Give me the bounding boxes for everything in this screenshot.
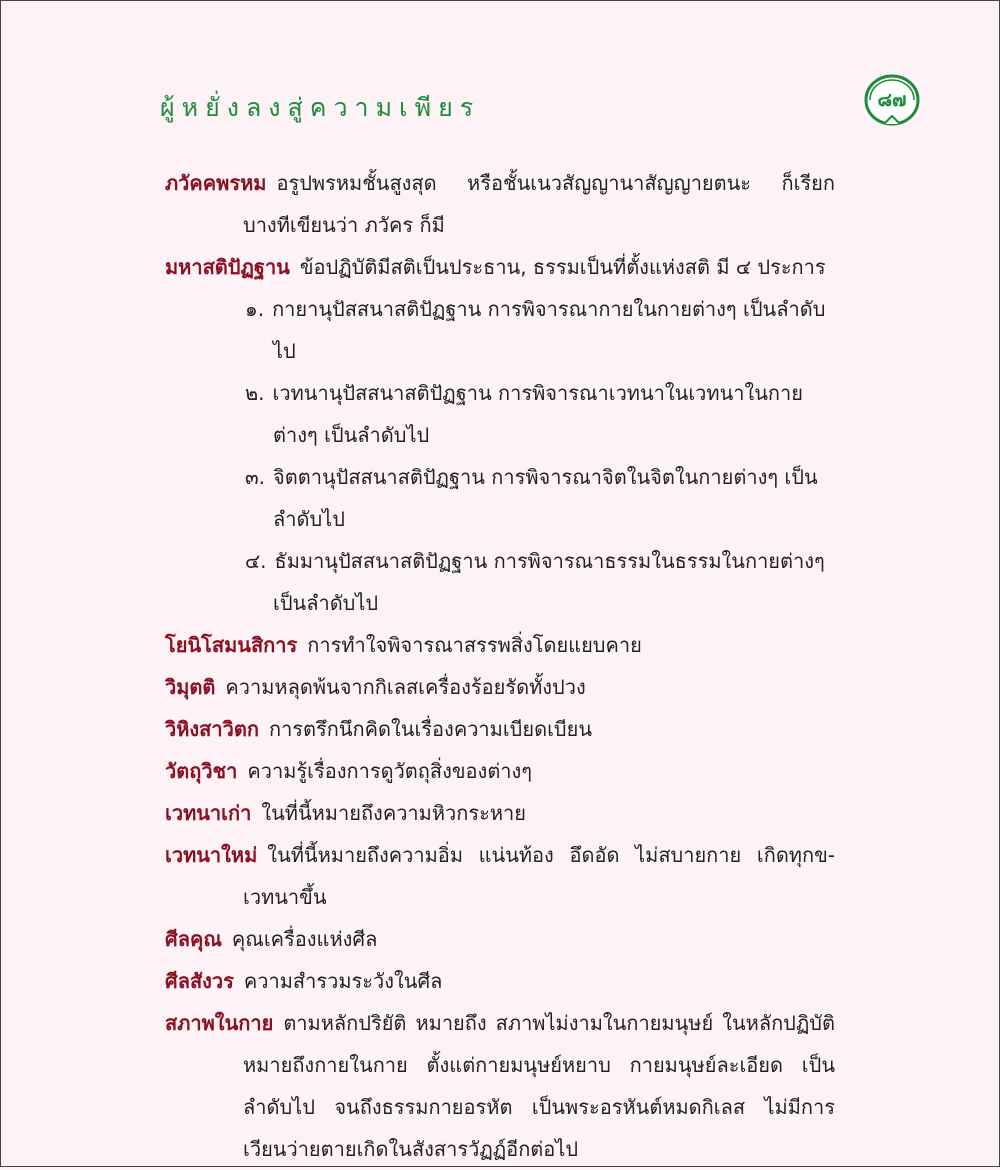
glossary-term: โยนิโสมนสิการ bbox=[165, 633, 298, 657]
list-item bbox=[193, 540, 835, 624]
glossary-term: สภาพในกาย bbox=[165, 1011, 274, 1035]
glossary-term: เวทนาเก่า bbox=[165, 801, 252, 825]
glossary-term: ภวัคคพรหม bbox=[165, 171, 267, 195]
glossary-entry bbox=[165, 666, 835, 708]
list-item bbox=[193, 456, 835, 540]
glossary-term: วิมุตติ bbox=[165, 675, 216, 699]
glossary-entry bbox=[165, 624, 835, 666]
glossary-entry bbox=[165, 246, 835, 288]
list-item-text: ธัมมานุปัสสนาสติปัฏฐาน การพิจารณาธรรมในธรรมในกายต่างๆ เป็นลำดับไป bbox=[273, 549, 825, 615]
glossary-term: ศีลคุณ bbox=[165, 927, 222, 951]
running-header: ผู้หยั่งลงสู่ความเพียร bbox=[160, 93, 481, 122]
glossary-definition: ตามหลักปริยัติ หมายถึง สภาพไม่งามในกายมนุษย์ ในหลักปฏิบัติหมายถึงกายในกาย ตั้งแต่กายมนุษย์หยาบ กายมนุษย์ละเอียด เป็นลำดับไป จนถึงธรรมกายอรหัต เป็นพระอรหันต์หมดกิเลส ไม่มีการเวียนว่ายตายเกิดในสังสารวัฏฏ์อีกต่อไป bbox=[243, 1011, 835, 1161]
glossary-definition: การทำใจพิจารณาสรรพสิ่งโดยแยบคาย bbox=[307, 633, 642, 657]
list-item-text: เวทนานุปัสสนาสติปัฏฐาน การพิจารณาเวทนาในเวทนาในกายต่างๆ เป็นลำดับไป bbox=[272, 381, 803, 447]
glossary-definition: การตรึกนึกคิดในเรื่องความเบียดเบียน bbox=[268, 717, 592, 741]
glossary-entry bbox=[165, 162, 835, 246]
glossary-definition: คุณเครื่องแห่งศีล bbox=[231, 927, 378, 951]
glossary-definition: อรูปพรหมชั้นสูงสุด หรือชั้นเนวสัญญานาสัญญายตนะ ก็เรียก บางทีเขียนว่า ภวัคร ก็มี bbox=[243, 171, 835, 237]
glossary-entry bbox=[165, 960, 835, 1002]
list-item-text: กายานุปัสสนาสติปัฏฐาน การพิจารณากายในกายต่างๆ เป็นลำดับไป bbox=[272, 297, 826, 363]
page-number-badge bbox=[862, 72, 922, 128]
page-number: ๘๗ bbox=[877, 89, 907, 111]
glossary-entry bbox=[165, 792, 835, 834]
glossary-definition: ในที่นี้หมายถึงความหิวกระหาย bbox=[261, 801, 526, 825]
list-item bbox=[193, 372, 835, 456]
glossary-term: วิหิงสาวิตก bbox=[165, 717, 259, 741]
glossary-entry bbox=[165, 834, 835, 918]
list-item-number: ๓. bbox=[245, 465, 266, 489]
satipatthana-list bbox=[165, 288, 835, 624]
list-item-number: ๔. bbox=[245, 549, 267, 573]
list-item-text: จิตตานุปัสสนาสติปัฏฐาน การพิจารณาจิตในจิตในกายต่างๆ เป็นลำดับไป bbox=[273, 465, 818, 531]
glossary-entry bbox=[165, 750, 835, 792]
list-item-number: ๑. bbox=[245, 297, 265, 321]
glossary-definition: ความรู้เรื่องการดูวัตถุสิ่งของต่างๆ bbox=[247, 759, 533, 783]
glossary-entry bbox=[165, 708, 835, 750]
glossary-term: มหาสติปัฏฐาน bbox=[165, 255, 290, 279]
glossary-term: วัตถุวิชา bbox=[165, 759, 238, 783]
glossary-definition: ในที่นี้หมายถึงความอิ่ม แน่นท้อง อึดอัด ไม่สบายกาย เกิดทุกข-เวทนาขึ้น bbox=[243, 843, 835, 909]
glossary-definition: ความหลุดพ้นจากกิเลสเครื่องร้อยรัดทั้งปวง bbox=[225, 675, 586, 699]
glossary-entry bbox=[165, 918, 835, 960]
glossary-definition: ความสำรวมระวังในศีล bbox=[243, 969, 443, 993]
glossary-definition: ข้อปฏิบัติมีสติเป็นประธาน, ธรรมเป็นที่ตั้งแห่งสติ มี ๔ ประการ bbox=[299, 255, 826, 279]
glossary-term: ศีลสังวร bbox=[165, 969, 234, 993]
list-item-number: ๒. bbox=[245, 381, 265, 405]
glossary-content bbox=[165, 162, 835, 1170]
glossary-entry bbox=[165, 1002, 835, 1170]
glossary-term: เวทนาใหม่ bbox=[165, 843, 258, 867]
list-item bbox=[193, 288, 835, 372]
